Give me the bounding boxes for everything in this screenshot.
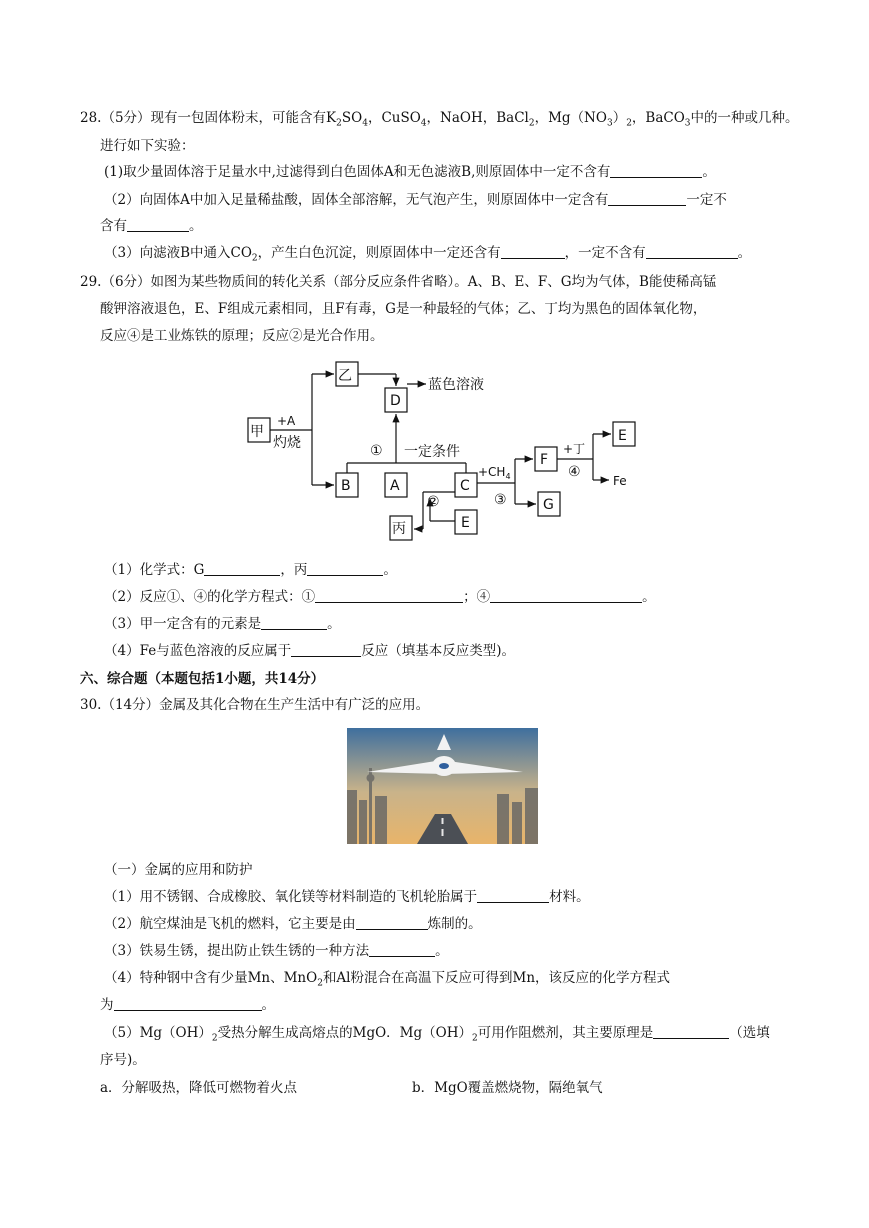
label-yi: 乙 bbox=[338, 368, 352, 384]
q29-sub1-text: ，丙 bbox=[280, 562, 308, 578]
answer-blank[interactable] bbox=[204, 561, 280, 576]
punct: 。 bbox=[702, 164, 716, 180]
label-blue-solution: 蓝色溶液 bbox=[428, 377, 484, 393]
answer-blank[interactable] bbox=[127, 217, 189, 232]
q30-item4-text: （4）特种钢中含有少量Mn、MnO bbox=[104, 970, 318, 986]
q29-sub4 bbox=[104, 641, 515, 661]
answer-blank[interactable] bbox=[291, 642, 361, 657]
q30-item4 bbox=[104, 968, 670, 994]
q28-text: 中的一种或几种。 bbox=[690, 110, 799, 126]
conversion-diagram bbox=[240, 355, 660, 550]
q28-part2 bbox=[104, 190, 727, 210]
label-jia: 甲 bbox=[250, 424, 264, 440]
q28-part1 bbox=[104, 162, 716, 182]
subscript: 2 bbox=[528, 118, 535, 129]
answer-blank[interactable] bbox=[653, 1024, 729, 1039]
q30-item1 bbox=[104, 887, 590, 907]
subscript: 2 bbox=[251, 253, 258, 264]
q29-sub2 bbox=[104, 587, 656, 607]
q28-part2-cont bbox=[100, 216, 203, 236]
answer-blank[interactable] bbox=[369, 942, 435, 957]
option-b: b．MgO覆盖燃烧物，隔绝氧气 bbox=[412, 1080, 603, 1096]
q30-item5-text: 可用作阻燃剂，其主要原理是 bbox=[477, 1025, 654, 1041]
q28-line1 bbox=[80, 108, 799, 134]
subscript: 4 bbox=[362, 118, 368, 129]
punct: 。 bbox=[642, 589, 656, 605]
q28-text: SO bbox=[341, 110, 363, 126]
q28-part3-text: ，产生白色沉淀，则原固体中一定还含有 bbox=[257, 245, 501, 261]
q30-item4-cont bbox=[100, 995, 275, 1015]
label-D: D bbox=[390, 393, 401, 409]
label-G: G bbox=[543, 497, 554, 513]
subscript: 2 bbox=[626, 118, 632, 129]
q30-item4-text: 和Al粉混合在高温下反应可得到Mn，该反应的化学方程式 bbox=[322, 970, 671, 986]
answer-blank[interactable] bbox=[315, 588, 463, 603]
label-E-top: E bbox=[618, 428, 627, 444]
q28-part2-text: （2）向固体A中加入足量稀盐酸，固体全部溶解，无气泡产生，则原固体中一定含有 bbox=[104, 192, 609, 208]
q30-item4-text: 为 bbox=[100, 997, 114, 1013]
label-B: B bbox=[341, 478, 351, 494]
subscript: 2 bbox=[211, 1033, 218, 1044]
answer-blank[interactable] bbox=[356, 915, 428, 930]
q28-text: ，Mg（NO bbox=[534, 110, 607, 126]
punct: 。 bbox=[435, 943, 449, 959]
q28-part2-text: 一定不 bbox=[686, 192, 727, 208]
q28-text: ，NaOH，BaCl bbox=[426, 110, 529, 126]
q29-sub1-text: （1）化学式：G bbox=[104, 562, 205, 578]
subscript: 3 bbox=[684, 118, 691, 129]
q28-line2: 进行如下实验： bbox=[100, 138, 195, 154]
airplane-photo bbox=[347, 728, 538, 844]
label-Fe: Fe bbox=[613, 474, 627, 488]
q29-sub3-text: （3）甲一定含有的元素是 bbox=[104, 616, 262, 632]
q30-item2-text: （2）航空煤油是飞机的燃料，它主要是由 bbox=[104, 916, 356, 932]
ch4-subscript: 4 bbox=[505, 472, 511, 481]
punct: 。 bbox=[261, 997, 275, 1013]
q30-item1-text: 材料。 bbox=[549, 889, 590, 905]
subscript: 2 bbox=[471, 1033, 478, 1044]
q30-item5-text: 受热分解生成高熔点的MgO．Mg（OH） bbox=[217, 1025, 472, 1041]
subscript: 2 bbox=[317, 978, 323, 989]
answer-blank[interactable] bbox=[646, 244, 738, 259]
label-zhuoshao: 灼烧 bbox=[273, 435, 301, 451]
label-F: F bbox=[540, 452, 549, 468]
q28-text: ） bbox=[612, 110, 627, 126]
q30-line1: 30.（14分）金属及其化合物在生产生活中有广泛的应用。 bbox=[80, 697, 430, 713]
q30-item2-text: 炼制的。 bbox=[427, 916, 482, 932]
answer-blank[interactable] bbox=[114, 996, 262, 1011]
q28-part3 bbox=[104, 243, 751, 269]
q29-line3: 反应④是工业炼铁的原理；反应②是光合作用。 bbox=[100, 328, 384, 344]
q28-text: ，BaCO bbox=[631, 110, 685, 126]
q28-part2-text: 含有 bbox=[100, 218, 127, 234]
label-plusA: +A bbox=[277, 414, 296, 428]
q28-text: 28.（5分）现有一包固体粉末，可能含有K bbox=[80, 110, 337, 126]
q29-sub4-text: （4）Fe与蓝色溶液的反应属于 bbox=[104, 643, 292, 659]
q29-sub3 bbox=[104, 614, 341, 634]
airplane-image bbox=[347, 728, 538, 844]
punct: 。 bbox=[189, 218, 203, 234]
q30-item5-text: （5）Mg（OH） bbox=[104, 1025, 212, 1041]
q30-item3-text: （3）铁易生锈，提出防止铁生锈的一种方法 bbox=[104, 943, 370, 959]
label-circ1: ① bbox=[370, 443, 383, 459]
label-bing: 丙 bbox=[392, 521, 406, 537]
q29-sub2-text: ；④ bbox=[463, 589, 491, 605]
label-E-bottom: E bbox=[461, 515, 470, 531]
label-condition: 一定条件 bbox=[404, 444, 460, 460]
q29-line1: 29.（6分）如图为某些物质间的转化关系（部分反应条件省略）。A、B、E、F、G均为气体，B能使稀高锰 bbox=[80, 274, 717, 290]
q29-sub1 bbox=[104, 560, 397, 580]
subscript: 2 bbox=[336, 118, 342, 129]
q30-item5-text: （选填 bbox=[729, 1025, 770, 1041]
label-circ3: ③ bbox=[494, 492, 507, 508]
answer-blank[interactable] bbox=[490, 588, 642, 603]
label-plusCH4 bbox=[478, 465, 511, 481]
q30-item1-text: （1）用不锈钢、合成橡胶、氧化镁等材料制造的飞机轮胎属于 bbox=[104, 889, 478, 905]
punct: 。 bbox=[383, 562, 397, 578]
q29-line2: 酸钾溶液退色，E、F组成元素相同，且F有毒，G是一种最轻的气体；乙、丁均为黑色的固体氧化物， bbox=[100, 301, 707, 317]
q28-part1-text: (1)取少量固体溶于足量水中,过滤得到白色固体A和无色滤液B,则原固体中一定不含有 bbox=[104, 164, 611, 180]
subscript: 4 bbox=[420, 118, 427, 129]
option-a: a．分解吸热，降低可燃物着火点 bbox=[100, 1080, 298, 1096]
label-circ4: ④ bbox=[568, 464, 581, 480]
punct: 。 bbox=[327, 616, 341, 632]
answer-blank[interactable] bbox=[477, 888, 549, 903]
q28-text: ，CuSO bbox=[367, 110, 421, 126]
q30-item3 bbox=[104, 941, 449, 961]
label-C: C bbox=[460, 478, 470, 494]
q30-item2 bbox=[104, 914, 482, 934]
answer-blank[interactable] bbox=[501, 244, 565, 259]
label-circ2: ② bbox=[427, 494, 440, 510]
q30-item5-cont: 序号)。 bbox=[100, 1052, 146, 1068]
q29-sub4-text: 反应（填基本反应类型)。 bbox=[361, 643, 515, 659]
punct: 。 bbox=[737, 245, 752, 261]
plusCH4-text: +CH bbox=[478, 465, 506, 479]
label-A: A bbox=[390, 478, 400, 494]
q29-sub2-text: （2）反应①、④的化学方程式：① bbox=[104, 589, 316, 605]
q30-item5 bbox=[104, 1023, 770, 1049]
q30-section1: （一）金属的应用和防护 bbox=[104, 862, 253, 878]
answer-blank[interactable] bbox=[608, 191, 686, 206]
q28-part3-text: （3）向滤液B中通入CO bbox=[104, 245, 252, 261]
answer-blank[interactable] bbox=[307, 561, 383, 576]
subscript: 3 bbox=[606, 118, 613, 129]
answer-blank[interactable] bbox=[261, 615, 327, 630]
answer-blank[interactable] bbox=[610, 163, 702, 178]
label-plusDing: +丁 bbox=[563, 442, 586, 456]
q28-part3-text: ，一定不含有 bbox=[564, 245, 646, 261]
section-heading: 六、综合题（本题包括1小题，共14分） bbox=[80, 671, 325, 687]
